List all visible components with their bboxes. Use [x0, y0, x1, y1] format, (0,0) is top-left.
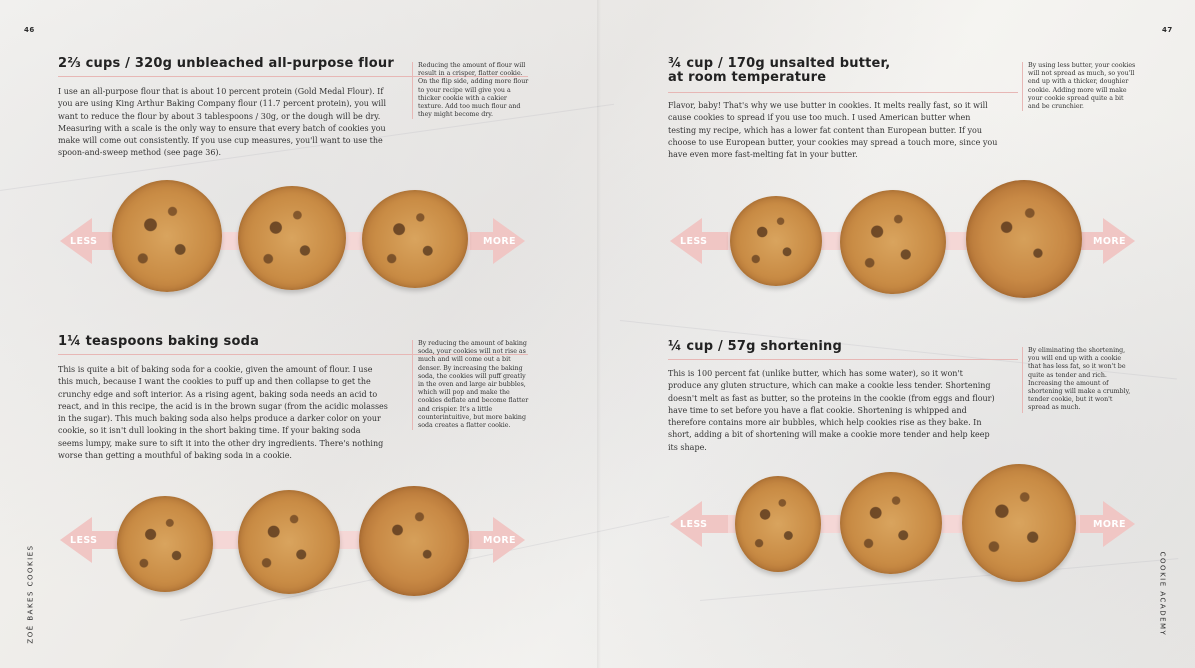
flour-heading: 2⅔ cups / 320g unbleached all-purpose flour [58, 56, 394, 71]
butter-cookie-standard [840, 190, 946, 294]
flour-less-label: LESS [70, 236, 98, 247]
butter-heading [668, 57, 1008, 85]
shortening-cookie-standard [840, 472, 942, 574]
butter-rule [668, 92, 1018, 93]
shortening-heading: ¼ cup / 57g shortening [668, 339, 843, 354]
page-gutter [597, 0, 601, 668]
flour-note: Reducing the amount of flour will result in a crisper, flatter cookie. On the flip side, adding more flour to your recipe will give you a thicker cookie with a cakier texture. Add too much flour and they might become dry. [412, 62, 530, 119]
soda-more-label: MORE [483, 535, 516, 546]
shortening-less-label: LESS [680, 519, 708, 530]
right-page-number: 47 [1162, 26, 1173, 34]
left-running-head: ZOË BAKES COOKIES [26, 544, 35, 644]
flour-cookie-more [362, 190, 468, 288]
shortening-rule [668, 359, 1018, 360]
butter-less-label: LESS [680, 236, 708, 247]
butter-note: By using less butter, your cookies will not spread as much, so you'll end up with a thicker, doughier cookie. Adding more will make your cookie spread quite a bit and be crunchier. [1022, 62, 1136, 111]
shortening-body: This is 100 percent fat (unlike butter, which has some water), so it won't produce any gluten structure, which can make a cookie less tender. Shortening doesn't melt as fast as butter, so the proteins in the cookie (from eggs and flour) have time to set before you have a flat cookie. Shortening is whipped and therefore contains more air bubbles, which help cookies rise as they bake. In short, adding a bit of shortening will make a cookie more tender and help keep its shape. [668, 369, 995, 452]
flour-body: I use an all-purpose flour that is about 10 percent protein (Gold Medal Flour). If you are using King Arthur Baking Company flour (11.7 percent protein), you will want to reduce the flour by about 3 tablespoons / 30g, or the dough will be dry. Measuring with a scale is the only way to ensure that every batch of cookies you make will come out consistently. If you use cup measures, you'll want to use the spoon-and-sweep method (see page 36). [58, 87, 387, 158]
butter-cookie-less [730, 196, 822, 286]
shortening-note: By eliminating the shortening, you will end up with a cookie that has less fat, so it won't be quite as tender and rich. Increasing the amount of shortening will make a crumbly, tender cookie, but it won't spread as much. [1022, 347, 1136, 413]
butter-more-label: MORE [1093, 236, 1126, 247]
left-page-number: 46 [24, 26, 35, 34]
soda-body: This is quite a bit of baking soda for a cookie, given the amount of flour. I use this much, because I want the cookies to puff up and then collapse to get the crunchy edge and soft interior. As a rising agent, baking soda needs an acid to react, and in this recipe, the acid is in the brown sugar (from the acidic molasses in the sugar). This much baking soda also helps produce a darker color on your cookie, so it isn't dull looking in the short baking time. If your baking soda seems lumpy, make sure to sift it into the other dry ingredients. There's nothing worse than getting a mouthful of baking soda in a cookie. [58, 365, 388, 461]
soda-less-label: LESS [70, 535, 98, 546]
shortening-more-label: MORE [1093, 519, 1126, 530]
flour-cookie-less [112, 180, 222, 292]
soda-cookie-standard [238, 490, 340, 594]
soda-note: By reducing the amount of baking soda, your cookies will not rise as much and will come out a bit denser. By increasing the baking soda, the cookies will puff greatly in the oven and large air bubbles, which will pop and make the cookies deflate and become flatter and crispier. It's a little counterintuitive, but more baking soda creates a flatter cookie. [412, 340, 530, 430]
shortening-cookie-less [735, 476, 821, 572]
shortening-cookie-more [962, 464, 1076, 582]
soda-heading: 1¼ teaspoons baking soda [58, 334, 260, 349]
soda-cookie-more [359, 486, 469, 596]
butter-body: Flavor, baby! That's why we use butter in cookies. It melts really fast, so it will cause cookies to spread if you use too much. I used American butter when testing my recipe, which has a lower fat content than European butter. If you choose to use European butter, your cookies may spread a touch more, since you have even more fast-melting fat in your butter. [668, 101, 998, 160]
butter-cookie-more [966, 180, 1082, 298]
butter-heading-line2: at room temperature [668, 70, 827, 85]
soda-cookie-less [117, 496, 213, 592]
right-running-head: COOKIE ACADEMY [1158, 551, 1167, 637]
butter-heading-line1: ¾ cup / 170g unsalted butter, [668, 56, 891, 71]
flour-more-label: MORE [483, 236, 516, 247]
flour-cookie-standard [238, 186, 346, 290]
